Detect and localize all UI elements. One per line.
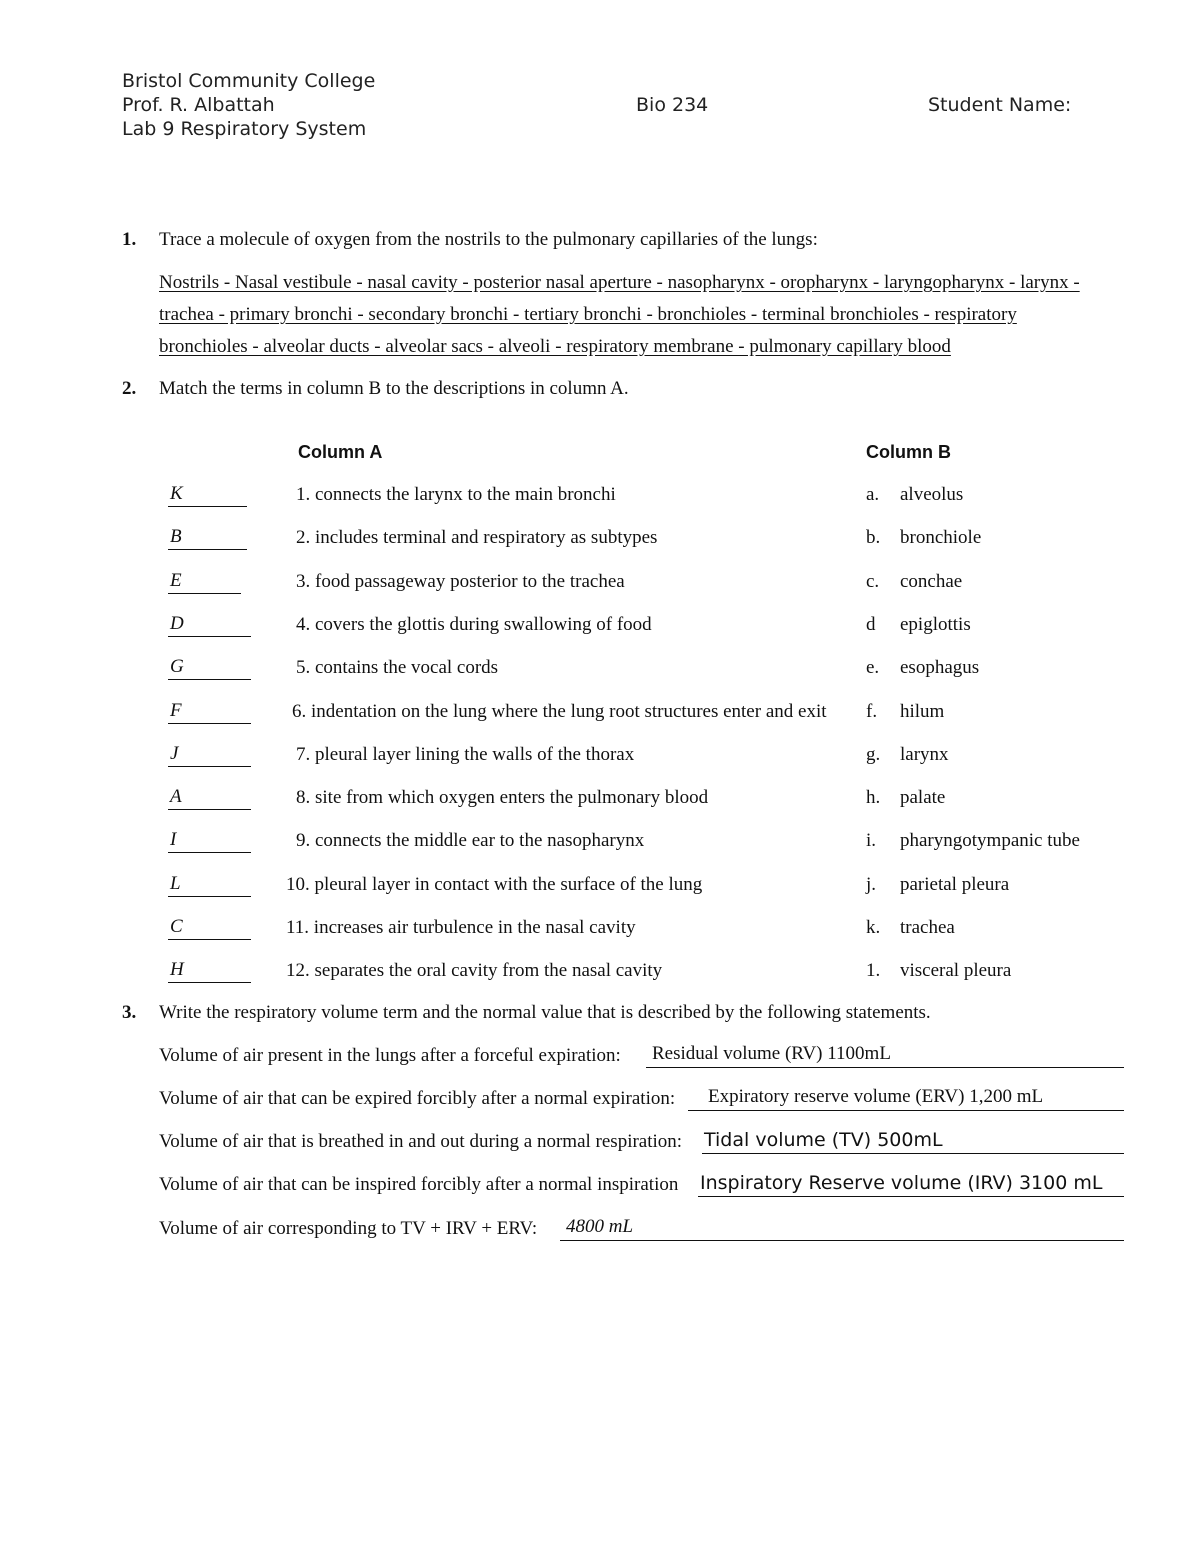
match-description: 9. connects the middle ear to the nasopharynx bbox=[296, 830, 645, 851]
match-term-letter: a. bbox=[866, 484, 880, 505]
match-answer-field[interactable]: A bbox=[168, 786, 251, 810]
volume-answer-field[interactable] bbox=[688, 1086, 1124, 1111]
match-term-letter: g. bbox=[866, 744, 881, 765]
match-term: pharyngotympanic tube bbox=[900, 830, 1080, 851]
volume-label: Volume of air that is breathed in and out during a normal respiration: bbox=[159, 1131, 683, 1152]
volume-answer: Tidal volume (TV) 500mL bbox=[704, 1129, 943, 1151]
question-1-prompt: Trace a molecule of oxygen from the nostrils to the pulmonary capillaries of the lungs: bbox=[159, 229, 818, 250]
match-answer-field[interactable]: G bbox=[168, 656, 251, 680]
match-description: 3. food passageway posterior to the trachea bbox=[296, 571, 625, 592]
match-term: trachea bbox=[900, 917, 955, 938]
question-1-number: 1. bbox=[122, 229, 137, 250]
match-description: 5. contains the vocal cords bbox=[296, 657, 499, 678]
match-description: 10. pleural layer in contact with the surface of the lung bbox=[286, 874, 703, 895]
question-1-answer-line: Nostrils - Nasal vestibule - nasal cavity - posterior nasal aperture - nasopharynx - oropharynx - laryngopharynx - larynx - bbox=[159, 272, 1080, 293]
column-a-header: Column A bbox=[298, 442, 383, 462]
match-description: 4. covers the glottis during swallowing of food bbox=[296, 614, 652, 635]
match-term: larynx bbox=[900, 744, 949, 765]
match-answer-field[interactable]: K bbox=[168, 483, 247, 507]
match-description: 6. indentation on the lung where the lung root structures enter and exit bbox=[292, 701, 827, 722]
question-3-number: 3. bbox=[122, 1002, 137, 1023]
question-1-answer-line: bronchioles - alveolar ducts - alveolar sacs - alveoli - respiratory membrane - pulmonary capillary blood bbox=[159, 336, 951, 357]
match-term-letter: d bbox=[866, 614, 876, 635]
volume-answer: 4800 mL bbox=[566, 1216, 634, 1237]
match-answer-field[interactable]: J bbox=[168, 743, 251, 767]
volume-answer-field[interactable] bbox=[698, 1172, 1124, 1197]
college-name: Bristol Community College bbox=[122, 70, 376, 92]
match-term-letter: j. bbox=[866, 874, 877, 895]
volume-answer: Inspiratory Reserve volume (IRV) 3100 mL bbox=[700, 1172, 1103, 1194]
column-b-header: Column B bbox=[866, 442, 951, 462]
match-term: parietal pleura bbox=[900, 874, 1010, 895]
volume-answer-field[interactable] bbox=[646, 1043, 1124, 1068]
match-term-letter: 1. bbox=[866, 960, 881, 981]
match-answer-field[interactable]: F bbox=[168, 700, 251, 724]
question-2-number: 2. bbox=[122, 378, 137, 399]
match-term: epiglottis bbox=[900, 614, 971, 635]
match-answer-field[interactable]: H bbox=[168, 959, 251, 983]
match-term: visceral pleura bbox=[900, 960, 1012, 981]
match-answer-field[interactable]: D bbox=[168, 613, 251, 637]
question-3-prompt: Write the respiratory volume term and the normal value that is described by the following statements. bbox=[159, 1002, 931, 1023]
match-answer-field[interactable]: L bbox=[168, 873, 251, 897]
match-term-letter: h. bbox=[866, 787, 881, 808]
match-description: 12. separates the oral cavity from the nasal cavity bbox=[286, 960, 663, 981]
match-term: conchae bbox=[900, 571, 963, 592]
match-answer-field[interactable]: E bbox=[168, 570, 241, 594]
match-term: bronchiole bbox=[900, 527, 982, 548]
match-description: 8. site from which oxygen enters the pulmonary blood bbox=[296, 787, 709, 808]
match-answer-field[interactable]: C bbox=[168, 916, 251, 940]
volume-label: Volume of air that can be inspired forcibly after a normal inspiration bbox=[159, 1174, 679, 1195]
volume-answer: Expiratory reserve volume (ERV) 1,200 mL bbox=[708, 1086, 1044, 1107]
match-term: alveolus bbox=[900, 484, 964, 505]
match-description: 1. connects the larynx to the main bronchi bbox=[296, 484, 616, 505]
match-term: hilum bbox=[900, 701, 945, 722]
question-2-prompt: Match the terms in column B to the descriptions in column A. bbox=[159, 378, 629, 399]
match-term-letter: e. bbox=[866, 657, 880, 678]
match-description: 7. pleural layer lining the walls of the thorax bbox=[296, 744, 635, 765]
student-name-label: Student Name: bbox=[928, 94, 1072, 116]
course-code: Bio 234 bbox=[636, 94, 709, 116]
match-term-letter: k. bbox=[866, 917, 881, 938]
match-term: esophagus bbox=[900, 657, 980, 678]
lab-title: Lab 9 Respiratory System bbox=[122, 118, 367, 140]
volume-label: Volume of air corresponding to TV + IRV + ERV: bbox=[159, 1218, 538, 1239]
volume-answer-field[interactable] bbox=[560, 1216, 1124, 1241]
match-term: palate bbox=[900, 787, 946, 808]
match-term-letter: f. bbox=[866, 701, 878, 722]
match-description: 11. increases air turbulence in the nasal cavity bbox=[286, 917, 636, 938]
professor-name: Prof. R. Albattah bbox=[122, 94, 275, 116]
volume-answer: Residual volume (RV) 1100mL bbox=[652, 1043, 891, 1064]
match-term-letter: b. bbox=[866, 527, 881, 548]
match-answer-field[interactable]: I bbox=[168, 829, 251, 853]
match-term-letter: i. bbox=[866, 830, 877, 851]
match-answer-field[interactable]: B bbox=[168, 526, 247, 550]
match-description: 2. includes terminal and respiratory as subtypes bbox=[296, 527, 658, 548]
volume-answer-field[interactable] bbox=[702, 1129, 1124, 1154]
volume-label: Volume of air present in the lungs after a forceful expiration: bbox=[159, 1045, 621, 1066]
volume-label: Volume of air that can be expired forcibly after a normal expiration: bbox=[159, 1088, 676, 1109]
question-1-answer-line: trachea - primary bronchi - secondary bronchi - tertiary bronchi - bronchioles - terminal bronchioles - respiratory bbox=[159, 304, 1017, 325]
match-term-letter: c. bbox=[866, 571, 880, 592]
